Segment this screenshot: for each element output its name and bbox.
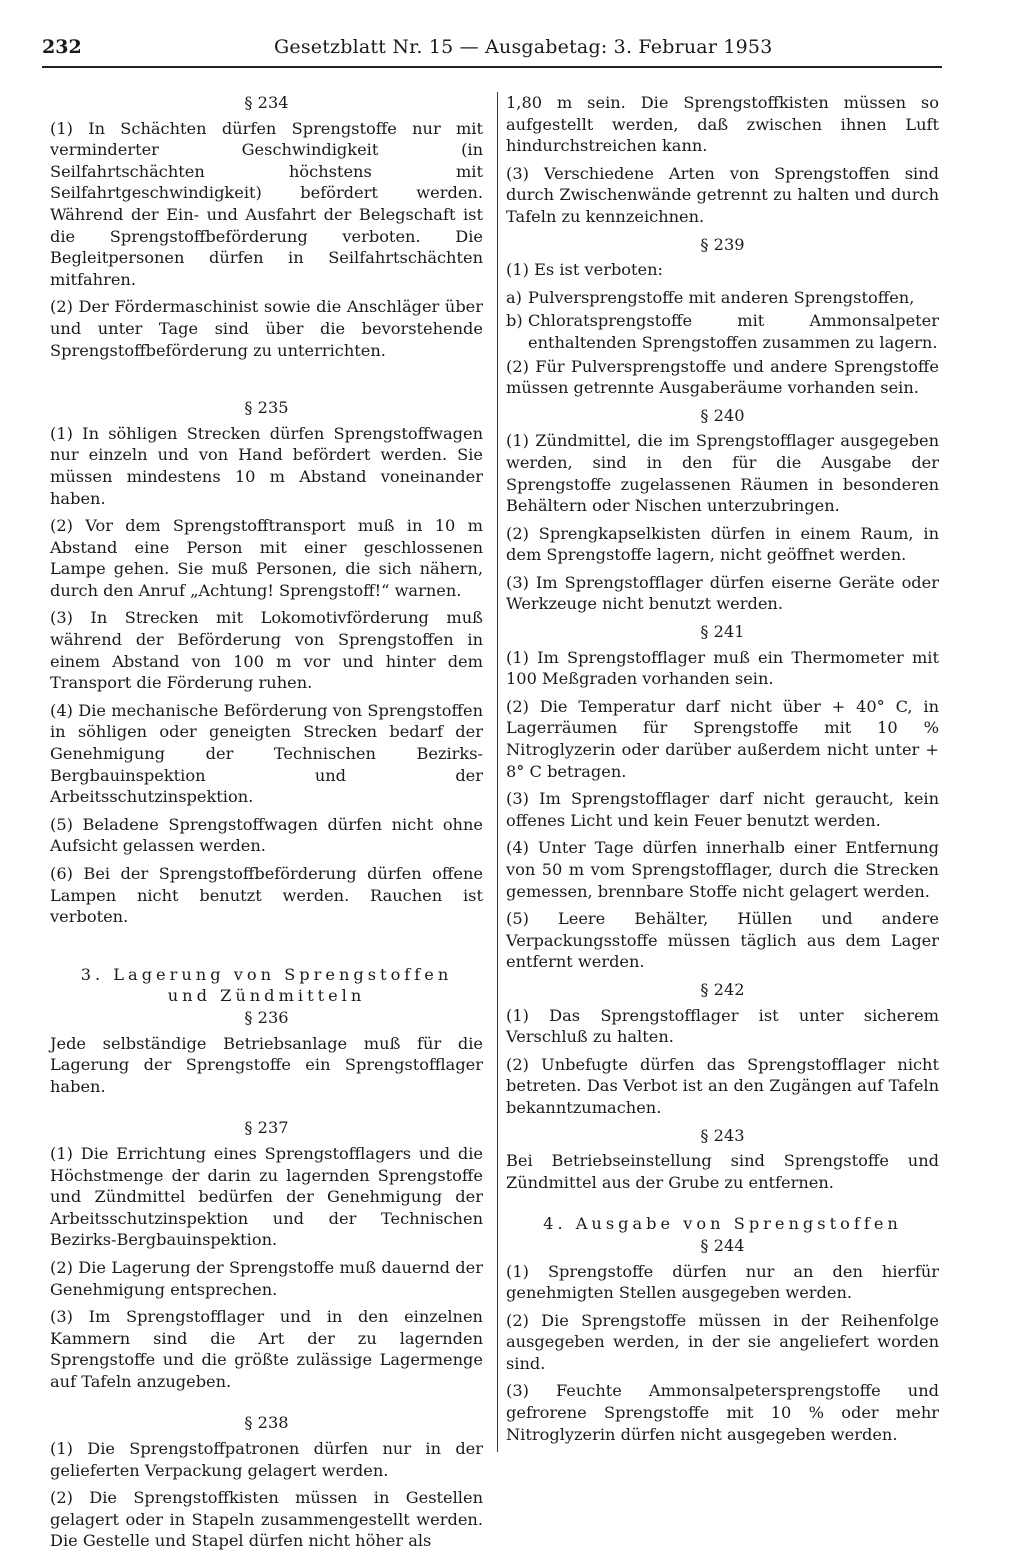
paragraph-heading: § 241 — [700, 622, 745, 642]
paragraph-text: Jede selbständige Betriebsanlage muß für die Lagerung der Sprengstoffe ein Sprengstofflager haben. — [50, 1033, 483, 1096]
paragraph-text: (3) Verschiedene Arten von Sprengstoffen sind durch Zwischenwände getrennt zu halten und durch Tafeln zu kennzeichnen. — [506, 163, 939, 226]
paragraph-text: (1) Sprengstoffe dürfen nur an den hierfür genehmigten Stellen ausgegeben werden. — [506, 1261, 939, 1303]
paragraph-text: (3) Im Sprengstofflager darf nicht geraucht, kein offenes Licht und kein Feuer benutzt werden. — [506, 789, 939, 830]
paragraph-text: (3) In Strecken mit Lokomotivförderung muß während der Beförderung von Sprengstoffen in einem Abstand von 100 m vor und hinter dem Transport die Förderung ruhen. — [50, 608, 483, 693]
paragraph-text: (1) Die Errichtung eines Sprengstofflagers und die Höchstmenge der darin zu lagernden Sprengstoffe und Zündmittel bedürfen der Genehmigung der Arbeitsschutzinspektion und der Technischen Bezirks-Bergbauinspektion. — [50, 1143, 483, 1250]
paragraph-text: (1) Es ist verboten: — [506, 260, 664, 280]
header-rule — [42, 66, 942, 68]
section-title: 3. Lagerung von Sprengstoffen — [80, 964, 453, 984]
paragraph-heading: § 236 — [244, 1007, 289, 1027]
paragraph-text: (6) Bei der Sprengstoffbeförderung dürfen offene Lampen nicht benutzt werden. Rauchen ist verboten. — [50, 864, 483, 927]
paragraph-text: (2) Die Sprengstoffkisten müssen in Gestellen gelagert oder in Stapeln zusammengestellt werden. Die Gestelle und Stapel dürfen nicht höher als — [50, 1488, 483, 1551]
list-label: b) — [506, 311, 523, 331]
paragraph-heading: § 243 — [700, 1125, 745, 1145]
list-item — [506, 287, 939, 309]
page-header — [42, 36, 982, 66]
paragraph-text: (2) Die Lagerung der Sprengstoffe muß dauernd der Genehmigung entsprechen. — [50, 1257, 483, 1299]
paragraph-text: (1) Zündmittel, die im Sprengstofflager ausgegeben werden, sind in den für die Ausgabe der Sprengstoffe zugelassenen Räumen in besonderen Behältern oder Nischen unterzubringen. — [506, 431, 939, 516]
paragraph-text: (1) In söhligen Strecken dürfen Sprengstoffwagen nur einzeln und von Hand befördert werden. Sie müssen mindestens 10 m Abstand voneinander haben. — [50, 423, 483, 508]
section-title: 4. Ausgabe von Sprengstoffen — [543, 1214, 902, 1234]
spacer — [50, 1103, 483, 1117]
paragraph-text: (2) Die Temperatur darf nicht über + 40° C, in Lagerräumen für Sprengstoffe mit 10 % Nitroglyzerin oder darüber außerdem nicht unter + 8° C betragen. — [506, 696, 939, 781]
list-text: Chloratsprengstoffe mit Ammonsalpeter enthaltenden Sprengstoffen zusammen zu lagern. — [528, 311, 939, 352]
paragraph-text: (2) Sprengkapselkisten dürfen in einem Raum, in dem Sprengstoffe lagern, nicht geöffnet werden. — [506, 523, 939, 565]
paragraph-text: (4) Die mechanische Beförderung von Sprengstoffen in söhligen oder geneigten Strecken bedarf der Genehmigung der Technischen Bezirks-Bergbauinspektion und der Arbeitsschutzinspektion. — [50, 700, 483, 807]
paragraph-text: (1) Das Sprengstofflager ist unter sicherem Verschluß zu halten. — [506, 1005, 939, 1047]
paragraph-text: (2) Der Fördermaschinist sowie die Anschläger über und unter Tage sind über die bevorstehende Sprengstoffbeförderung zu unterrichten. — [50, 297, 483, 360]
paragraph-text: (3) Feuchte Ammonsalpetersprengstoffe und gefrorene Sprengstoffe mit 10 % oder mehr Nitroglyzerin dürfen nicht ausgegeben werden. — [506, 1381, 939, 1444]
left-column — [50, 92, 483, 1558]
column-divider — [497, 92, 498, 1452]
header-title: Gesetzblatt Nr. 15 — Ausgabetag: 3. Februar 1953 — [274, 36, 773, 58]
paragraph-text: 1,80 m sein. Die Sprengstoffkisten müssen so aufgestellt werden, daß zwischen ihnen Luft hindurchstreichen kann. — [506, 93, 939, 156]
paragraph-heading: § 234 — [244, 93, 289, 112]
paragraph-text: (1) Die Sprengstoffpatronen dürfen nur in der gelieferten Verpackung gelagert werden. — [50, 1439, 483, 1480]
paragraph-text: (2) Unbefugte dürfen das Sprengstofflager nicht betreten. Das Verbot ist an den Zugängen auf Tafeln bekanntzumachen. — [506, 1054, 939, 1117]
spacer — [50, 1398, 483, 1412]
paragraph-text: (4) Unter Tage dürfen innerhalb einer Entfernung von 50 m vom Sprengstofflager, durch die Strecken gemessen, brennbare Stoffe nicht gelagert werden. — [506, 838, 939, 901]
spacer — [506, 1199, 939, 1213]
spacer — [50, 367, 483, 397]
paragraph-text: (3) Im Sprengstofflager und in den einzelnen Kammern sind die Art der zu lagernden Sprengstoffe und die größte zulässige Lagermenge auf Tafeln anzugeben. — [50, 1307, 483, 1391]
right-column — [506, 92, 939, 1451]
paragraph-heading: § 240 — [700, 405, 745, 425]
paragraph-text: (5) Leere Behälter, Hüllen und andere Verpackungsstoffe müssen täglich aus dem Lager entfernt werden. — [506, 909, 939, 972]
paragraph-text: (2) Vor dem Sprengstofftransport muß in 10 m Abstand eine Person mit einer geschlossenen Lampe gehen. Sie muß Personen, die sich nähern, durch den Anruf „Achtung! Sprengstoff!“ warnen. — [50, 516, 483, 600]
list-text: Pulversprengstoffe mit anderen Sprengstoffen, — [528, 287, 915, 307]
paragraph-heading: § 244 — [700, 1235, 745, 1255]
list-label: a) — [506, 287, 522, 307]
list-item — [506, 310, 939, 353]
paragraph-heading: § 237 — [244, 1118, 289, 1138]
paragraph-text: (3) Im Sprengstofflager dürfen eiserne Geräte oder Werkzeuge nicht benutzt werden. — [506, 572, 939, 614]
paragraph-text: (2) Für Pulversprengstoffe und andere Sprengstoffe müssen getrennte Ausgaberäume vorhanden sein. — [506, 356, 939, 398]
paragraph-text: (1) In Schächten dürfen Sprengstoffe nur mit verminderter Geschwindigkeit (in Seilfahrtschächten höchstens mit Seilfahrtgeschwindigkeit) befördert werden. Während der Ein- und Ausfahrt der Belegschaft ist die Sprengstoffbeförderung verboten. Die Begleitpersonen dürfen in Seilfahrtschächten mitfahren. — [50, 118, 483, 289]
paragraph-heading: § 238 — [244, 1413, 289, 1433]
spacer — [50, 934, 483, 964]
section-title: und Zündmitteln — [167, 986, 366, 1006]
paragraph-heading: § 242 — [700, 979, 745, 999]
paragraph-text: (1) Im Sprengstofflager muß ein Thermometer mit 100 Meßgraden vorhanden sein. — [506, 647, 939, 689]
paragraph-heading: § 239 — [700, 234, 745, 254]
paragraph-heading: § 235 — [244, 398, 289, 418]
paragraph-text: (5) Beladene Sprengstoffwagen dürfen nicht ohne Aufsicht gelassen werden. — [50, 814, 483, 856]
paragraph-text: Bei Betriebseinstellung sind Sprengstoffe und Zündmittel aus der Grube zu entfernen. — [506, 1151, 939, 1192]
page-number: 232 — [42, 36, 82, 58]
paragraph-text: (2) Die Sprengstoffe müssen in der Reihenfolge ausgegeben werden, in der sie angeliefert worden sind. — [506, 1310, 939, 1373]
